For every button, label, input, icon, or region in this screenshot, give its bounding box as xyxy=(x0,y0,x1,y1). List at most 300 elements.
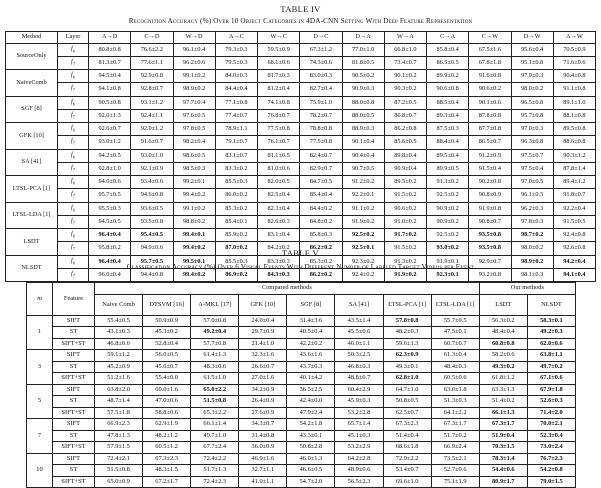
value-cell: 85.4±0.4 xyxy=(300,189,342,202)
value-cell: 32.7±1.1 xyxy=(239,465,287,477)
compared-method-header: SA [41] xyxy=(335,294,383,315)
value-cell: 91.5±0.4 xyxy=(469,162,511,175)
value-cell: 86.8±0.7 xyxy=(384,109,426,122)
value-cell: 46.8±0.6 xyxy=(95,338,143,350)
value-cell: 60.5±1.2 xyxy=(143,442,191,454)
table-row xyxy=(27,430,576,442)
value-cell: 56.3±0.2 xyxy=(479,315,527,327)
value-cell: 88.1±0.8 xyxy=(553,109,595,122)
table-row xyxy=(6,136,596,149)
value-cell: 47.5±0.1 xyxy=(431,327,479,339)
value-cell: 34.3±0.7 xyxy=(239,419,287,431)
value-cell: 95.7±0.8 xyxy=(511,109,553,122)
value-cell: 90.9±0.2 xyxy=(427,202,469,215)
value-cell: 93.5±0.8 xyxy=(469,229,511,242)
value-cell: 82.7±0.4 xyxy=(300,83,342,96)
value-cell: 97.7±0.4 xyxy=(173,96,215,109)
value-cell: 84.2±0.2 xyxy=(258,242,300,255)
value-cell: 97.5±0.7 xyxy=(511,149,553,162)
value-cell: 82.0±0.5 xyxy=(258,176,300,189)
value-cell: 43.1±0.3 xyxy=(95,327,143,339)
value-cell: 76.1±0.7 xyxy=(258,136,300,149)
value-cell: 60.0±1.6 xyxy=(143,384,191,396)
value-cell: 92.5±0.1 xyxy=(342,242,384,255)
value-cell: 48.3±1.5 xyxy=(143,465,191,477)
value-cell: 67.7±2.4 xyxy=(191,442,239,454)
value-cell: 93.5±0.8 xyxy=(469,242,511,255)
feature-cell: SIFT xyxy=(53,453,95,465)
table-row xyxy=(27,315,576,327)
value-cell: 50.3±2.5 xyxy=(335,350,383,362)
value-cell: 42.2±0.2 xyxy=(287,338,335,350)
value-cell: 91.9±0.2 xyxy=(384,268,426,281)
value-cell: 59.1±1.2 xyxy=(95,350,143,362)
value-cell: 92.6±0.8 xyxy=(553,242,595,255)
value-cell: 99.5±0.1 xyxy=(173,255,215,268)
value-cell: 62.8±1.0 xyxy=(383,373,431,385)
value-cell: 61.4±1.3 xyxy=(191,350,239,362)
value-cell: 48.4±0.4 xyxy=(479,327,527,339)
value-cell: 86.5±0.5 xyxy=(427,56,469,69)
value-cell: 81.1±0.5 xyxy=(258,149,300,162)
value-cell: 60.4±2.9 xyxy=(335,384,383,396)
value-cell: 27.6±0.9 xyxy=(239,407,287,419)
method-cell: NaiveComb xyxy=(6,70,58,97)
value-cell: 45.1±0.3 xyxy=(335,430,383,442)
value-cell: 86.2±0.2 xyxy=(300,268,342,281)
value-cell: 61.5±1.0 xyxy=(191,373,239,385)
value-cell: 54.2±0.8 xyxy=(527,465,575,477)
value-cell: 94.1±0.4 xyxy=(553,268,595,281)
method-cell: LTSL-PCA [1] xyxy=(6,176,58,203)
value-cell: 51.3±0.3 xyxy=(431,396,479,408)
value-cell: 68.6±1.8 xyxy=(383,442,431,454)
method-cell: SGF [8] xyxy=(6,96,58,123)
value-cell: 91.9±0.2 xyxy=(342,215,384,228)
value-cell: 52.7±0.6 xyxy=(431,465,479,477)
value-cell: 92.9±0.8 xyxy=(131,70,173,83)
value-cell: 49.7±1.0 xyxy=(191,430,239,442)
value-cell: 46.8±0.3 xyxy=(335,361,383,373)
value-cell: 92.4±1.1 xyxy=(131,109,173,122)
value-cell: 95.5±0.3 xyxy=(89,202,131,215)
value-cell: 73.0±2.4 xyxy=(527,442,575,454)
value-cell: 68.1±0.6 xyxy=(258,56,300,69)
value-cell: 73.4±0.7 xyxy=(384,56,426,69)
value-cell: 36.0±0.9 xyxy=(239,442,287,454)
value-cell: 62.0±0.6 xyxy=(527,338,575,350)
value-cell: 97.8±0.5 xyxy=(173,123,215,136)
value-cell: 97.0±0.3 xyxy=(511,123,553,136)
value-cell: 91.2±0.2 xyxy=(342,176,384,189)
value-cell: 46.0±1.1 xyxy=(335,338,383,350)
value-cell: 82.5±0.4 xyxy=(258,189,300,202)
value-cell: 96.2±0.3 xyxy=(511,202,553,215)
value-cell: 57.0±0.8 xyxy=(191,315,239,327)
value-cell: 93.6±0.5 xyxy=(131,202,173,215)
value-cell: 89.4±1.2 xyxy=(553,176,595,189)
value-cell: 54.7±2.0 xyxy=(287,476,335,488)
value-cell: 88.4±0.4 xyxy=(427,136,469,149)
value-cell: 70.0±2.1 xyxy=(527,419,575,431)
value-cell: 73.5±2.1 xyxy=(431,453,479,465)
value-cell: 36.5±2.5 xyxy=(287,384,335,396)
value-cell: 90.4±0.4 xyxy=(342,149,384,162)
value-cell: 94.5±0.4 xyxy=(89,70,131,83)
value-cell: 34.2±0.9 xyxy=(239,384,287,396)
table-row xyxy=(6,43,596,56)
value-cell: 91.1±0.2 xyxy=(342,202,384,215)
table4-col-header: C→D xyxy=(131,32,173,44)
value-cell: 77.4±0.7 xyxy=(215,109,257,122)
table-row xyxy=(27,338,576,350)
value-cell: 74.1±0.8 xyxy=(258,96,300,109)
layer-cell: $f_7$ xyxy=(58,215,89,228)
value-cell: 92.3±0.2 xyxy=(342,255,384,268)
feature-cell: SIFT+ST xyxy=(53,373,95,385)
value-cell: 98.9±0.2 xyxy=(173,83,215,96)
value-cell: 87.7±0.8 xyxy=(469,123,511,136)
value-cell: 57.8±0.8 xyxy=(383,315,431,327)
table4-col-header: D→C xyxy=(300,32,342,44)
value-cell: 46.6±0.5 xyxy=(287,465,335,477)
table-row xyxy=(6,202,596,215)
value-cell: 92.5±0.2 xyxy=(342,229,384,242)
value-cell: 81.0±0.6 xyxy=(258,162,300,175)
table-row xyxy=(27,350,576,362)
value-cell: 29.7±0.9 xyxy=(239,327,287,339)
value-cell: 92.9±0.7 xyxy=(469,255,511,268)
compared-method-header: SGF [8] xyxy=(287,294,335,315)
value-cell: 89.9±0.5 xyxy=(427,162,469,175)
method-cell: GFK [10] xyxy=(6,123,58,150)
value-cell: 86.0±0.2 xyxy=(215,189,257,202)
value-cell: 93.5±0.8 xyxy=(131,215,173,228)
value-cell: 50.8±0.5 xyxy=(383,396,431,408)
value-cell: 55.4±0.5 xyxy=(95,315,143,327)
value-cell: 79.1±0.7 xyxy=(215,136,257,149)
value-cell: 90.9±0.2 xyxy=(427,215,469,228)
value-cell: 48.3±0.6 xyxy=(191,361,239,373)
value-cell: 51.4±0.2 xyxy=(479,396,527,408)
feature-cell: SIFT xyxy=(53,315,95,327)
value-cell: 26.6±0.7 xyxy=(239,361,287,373)
layer-cell: $f_7$ xyxy=(58,109,89,122)
value-cell: 98.5±0.3 xyxy=(173,162,215,175)
value-cell: 90.9±0.3 xyxy=(342,83,384,96)
value-cell: 80.8±0.8 xyxy=(89,43,131,56)
value-cell: 70.3±1.5 xyxy=(479,442,527,454)
value-cell: 90.5±0.8 xyxy=(89,96,131,109)
value-cell: 89.8±0.4 xyxy=(384,149,426,162)
layer-cell: $f_6$ xyxy=(58,96,89,109)
compared-method-header: A-MKL [17] xyxy=(191,294,239,315)
value-cell: 96.0±0.4 xyxy=(89,268,131,281)
value-cell: 51.7±1.3 xyxy=(191,465,239,477)
value-cell: 83.3±0.3 xyxy=(258,255,300,268)
value-cell: 89.9±0.2 xyxy=(427,70,469,83)
value-cell: 67.8±1.8 xyxy=(469,56,511,69)
value-cell: 81.2±0.4 xyxy=(258,83,300,96)
value-cell: 65.7±1.4 xyxy=(335,419,383,431)
value-cell: 60.8±0.8 xyxy=(479,338,527,350)
value-cell: 97.8±0.3 xyxy=(511,215,553,228)
value-cell: 98.0±0.2 xyxy=(511,83,553,96)
value-cell: 85.3±0.2 xyxy=(300,255,342,268)
value-cell: 66.1±1.4 xyxy=(191,419,239,431)
value-cell: 53.2±2.9 xyxy=(335,442,383,454)
value-cell: 90.7±0.5 xyxy=(342,162,384,175)
table-row xyxy=(27,384,576,396)
value-cell: 41.0±1.1 xyxy=(239,476,287,488)
value-cell: 77.5±0.8 xyxy=(258,123,300,136)
value-cell: 86.2±0.2 xyxy=(300,242,342,255)
value-cell: 47.8±1.3 xyxy=(95,430,143,442)
table4-caption: Recognition Accuracy (%) Over 10 Object Categories in 4DA-CNN Setting With Deep Feature Representation xyxy=(128,17,473,25)
value-cell: 67.9±1.8 xyxy=(527,384,575,396)
value-cell: 98.2±0.4 xyxy=(173,136,215,149)
value-cell: 78.2±0.7 xyxy=(300,109,342,122)
value-cell: 90.1±0.6 xyxy=(469,96,511,109)
value-cell: 45.6±0.7 xyxy=(143,361,191,373)
value-cell: 71.6±0.6 xyxy=(553,56,595,69)
value-cell: 99.1±0.2 xyxy=(173,202,215,215)
table-row xyxy=(27,453,576,465)
value-cell: 83.1±0.4 xyxy=(258,229,300,242)
value-cell: 72.4±2.2 xyxy=(191,453,239,465)
value-cell: 96.1±0.5 xyxy=(511,189,553,202)
value-cell: 97.0±0.5 xyxy=(511,176,553,189)
value-cell: 64.7±1.0 xyxy=(383,384,431,396)
value-cell: 99.4±0.2 xyxy=(173,268,215,281)
layer-cell: $f_6$ xyxy=(58,123,89,136)
value-cell: 94.5±0.5 xyxy=(89,215,131,228)
value-cell: 61.3±0.4 xyxy=(431,350,479,362)
value-cell: 85.6±0.5 xyxy=(384,136,426,149)
compared-methods-header: Compared methods xyxy=(95,283,480,295)
value-cell: 40.5±0.4 xyxy=(287,327,335,339)
value-cell: 94.4±0.8 xyxy=(131,268,173,281)
value-cell: 91.0±0.2 xyxy=(384,215,426,228)
value-cell: 43.7±0.3 xyxy=(287,361,335,373)
value-cell: 49.2±0.3 xyxy=(527,327,575,339)
value-cell: 26.4±0.9 xyxy=(239,396,287,408)
layer-cell: $f_6$ xyxy=(58,202,89,215)
table-row xyxy=(27,361,576,373)
value-cell: 63.8±2.0 xyxy=(95,384,143,396)
table-row xyxy=(6,162,596,175)
value-cell: 96.4±0.4 xyxy=(89,229,131,242)
value-cell: 93.4±0.6 xyxy=(131,176,173,189)
value-cell: 93.2±0.8 xyxy=(469,268,511,281)
value-cell: 93.0±1.2 xyxy=(89,136,131,149)
value-cell: 83.1±0.7 xyxy=(215,149,257,162)
table4-col-header: C→W xyxy=(469,32,511,44)
value-cell: 96.3±0.8 xyxy=(511,136,553,149)
value-cell: 87.2±0.5 xyxy=(384,96,426,109)
value-cell: 87.8±0.8 xyxy=(469,109,511,122)
value-cell: 59.6±1.3 xyxy=(383,338,431,350)
value-cell: 45.5±0.6 xyxy=(335,327,383,339)
value-cell: 43.3±0.1 xyxy=(287,430,335,442)
value-cell: 82.3±0.4 xyxy=(258,202,300,215)
value-cell: 89.5±0.8 xyxy=(553,123,595,136)
value-cell: 49.7±0.2 xyxy=(527,361,575,373)
value-cell: 69.6±1.0 xyxy=(383,476,431,488)
m-cell: 1 xyxy=(27,315,53,350)
value-cell: 78.8±0.8 xyxy=(300,123,342,136)
feature-cell: ST xyxy=(53,361,95,373)
value-cell: 90.4±0.8 xyxy=(553,70,595,83)
table-row xyxy=(6,56,596,69)
value-cell: 56.0±0.5 xyxy=(143,350,191,362)
compared-method-header: Naive Comb xyxy=(95,294,143,315)
value-cell: 49.2±0.4 xyxy=(191,327,239,339)
value-cell: 92.0±1.2 xyxy=(131,123,173,136)
layer-cell: $f_6$ xyxy=(58,229,89,242)
value-cell: 83.3±0.2 xyxy=(215,162,257,175)
value-cell: 57.5±1.8 xyxy=(95,407,143,419)
value-cell: 49.3±0.1 xyxy=(383,361,431,373)
value-cell: 76.8±0.7 xyxy=(258,109,300,122)
feature-cell: SIFT xyxy=(53,419,95,431)
table-row xyxy=(27,476,576,488)
value-cell: 99.4±0.2 xyxy=(173,189,215,202)
value-cell: 85.4±0.1 xyxy=(215,215,257,228)
value-cell: 85.3±0.2 xyxy=(215,202,257,215)
value-cell: 99.4±0.1 xyxy=(173,229,215,242)
value-cell: 90.3±0.2 xyxy=(384,83,426,96)
feature-cell: SIFT xyxy=(53,384,95,396)
value-cell: 58.8±0.6 xyxy=(143,407,191,419)
table5-caption: Classification Accuracy (%) Over 6 Visual Events With Different Number of Labeled Target Videos per Event xyxy=(126,263,475,271)
value-cell: 65.0±0.9 xyxy=(95,476,143,488)
value-cell: 51.2±1.6 xyxy=(95,373,143,385)
value-cell: 92.4±0.2 xyxy=(342,268,384,281)
table-row xyxy=(27,396,576,408)
table-row xyxy=(6,109,596,122)
value-cell: 40.1±4.2 xyxy=(287,373,335,385)
value-cell: 67.3±2.3 xyxy=(143,453,191,465)
our-method-header: NLSDT xyxy=(527,294,575,315)
value-cell: 94.6±0.6 xyxy=(89,176,131,189)
value-cell: 96.1±0.4 xyxy=(173,43,215,56)
value-cell: 58.2±0.6 xyxy=(479,350,527,362)
value-cell: 76.7±2.3 xyxy=(527,453,575,465)
value-cell: 79.5±0.3 xyxy=(215,56,257,69)
table-row xyxy=(27,327,576,339)
table5-title: TABLE V xyxy=(282,248,319,258)
value-cell: 63.0±1.8 xyxy=(431,384,479,396)
value-cell: 48.2±0.3 xyxy=(383,327,431,339)
value-cell: 93.0±1.0 xyxy=(131,149,173,162)
value-cell: 85.8±0.3 xyxy=(300,229,342,242)
value-cell: 85.5±0.3 xyxy=(215,255,257,268)
value-cell: 80.9±1.7 xyxy=(479,476,527,488)
table4-col-header: W→D xyxy=(173,32,215,44)
value-cell: 91.5±0.2 xyxy=(384,242,426,255)
value-cell: 88.0±0.5 xyxy=(342,109,384,122)
m-cell: 10 xyxy=(27,453,53,488)
value-cell: 31.4±0.8 xyxy=(239,430,287,442)
value-cell: 46.0±1.3 xyxy=(287,453,335,465)
value-cell: 61.8±1.2 xyxy=(479,373,527,385)
table4-col-header: D→W xyxy=(511,32,553,44)
value-cell: 94.1±0.8 xyxy=(89,83,131,96)
value-cell: 60.5±0.6 xyxy=(431,373,479,385)
value-cell: 93.0±0.2 xyxy=(427,242,469,255)
table4-col-header: A→D xyxy=(89,32,131,44)
value-cell: 92.8±0.7 xyxy=(131,83,173,96)
value-cell: 83.0±0.3 xyxy=(300,70,342,83)
value-cell: 90.6±0.2 xyxy=(384,202,426,215)
value-cell: 67.3±2.3 xyxy=(383,419,431,431)
value-cell: 78.9±1.1 xyxy=(215,123,257,136)
layer-cell: $f_7$ xyxy=(58,136,89,149)
value-cell: 67.5±1.6 xyxy=(469,43,511,56)
value-cell: 99.2±0.1 xyxy=(173,176,215,189)
value-cell: 91.9±0.1 xyxy=(427,255,469,268)
value-cell: 66.9±2.4 xyxy=(431,442,479,454)
value-cell: 92.8±1.0 xyxy=(89,162,131,175)
value-cell: 63.3±1.3 xyxy=(479,384,527,396)
m-cell: 7 xyxy=(27,419,53,454)
table5 xyxy=(26,282,576,488)
value-cell: 96.4±0.4 xyxy=(89,255,131,268)
feature-cell: SIFT+ST xyxy=(53,442,95,454)
value-cell: 67.3±1.2 xyxy=(300,43,342,56)
value-cell: 91.1±0.8 xyxy=(553,83,595,96)
value-cell: 89.3±0.4 xyxy=(427,109,469,122)
value-cell: 82.6±0.3 xyxy=(258,215,300,228)
value-cell: 45.2±0.9 xyxy=(95,361,143,373)
compared-method-header: LTSL-LDA [1] xyxy=(431,294,479,315)
table4-col-header: Method xyxy=(6,32,58,44)
layer-cell: $f_6$ xyxy=(58,176,89,189)
value-cell: 81.3±0.7 xyxy=(89,56,131,69)
value-cell: 97.5±0.4 xyxy=(511,162,553,175)
value-cell: 89.1±1.0 xyxy=(553,96,595,109)
table-row xyxy=(6,189,596,202)
value-cell: 45.9±0.3 xyxy=(335,396,383,408)
value-cell: 51.5±0.8 xyxy=(191,396,239,408)
value-cell: 88.0±0.8 xyxy=(342,96,384,109)
value-cell: 92.4±0.8 xyxy=(553,229,595,242)
our-method-header: LSDT xyxy=(479,294,527,315)
value-cell: 78.3±1.4 xyxy=(479,453,527,465)
table4 xyxy=(5,31,596,282)
table4-col-header: A→C xyxy=(215,32,257,44)
value-cell: 94.6±0.8 xyxy=(131,189,173,202)
value-cell: 97.9±0.3 xyxy=(511,70,553,83)
table4-title: TABLE IV xyxy=(280,4,321,14)
value-cell: 59.5±0.9 xyxy=(258,43,300,56)
value-cell: 91.8±0.7 xyxy=(553,189,595,202)
value-cell: 98.8±0.2 xyxy=(173,215,215,228)
value-cell: 51.5±0.8 xyxy=(95,465,143,477)
layer-cell: $f_6$ xyxy=(58,255,89,268)
value-cell: 82.4±0.7 xyxy=(300,149,342,162)
value-cell: 81.7±0.3 xyxy=(258,70,300,83)
value-cell: 71.4±2.0 xyxy=(527,407,575,419)
value-cell: 91.6±0.7 xyxy=(131,136,173,149)
value-cell: 95.7±0.5 xyxy=(131,255,173,268)
value-cell: 95.7±0.5 xyxy=(89,189,131,202)
value-cell: 52.3±0.4 xyxy=(527,430,575,442)
value-cell: 57.7±0.8 xyxy=(191,338,239,350)
value-cell: 48.4±0.3 xyxy=(431,361,479,373)
value-cell: 75.9±1.0 xyxy=(300,96,342,109)
